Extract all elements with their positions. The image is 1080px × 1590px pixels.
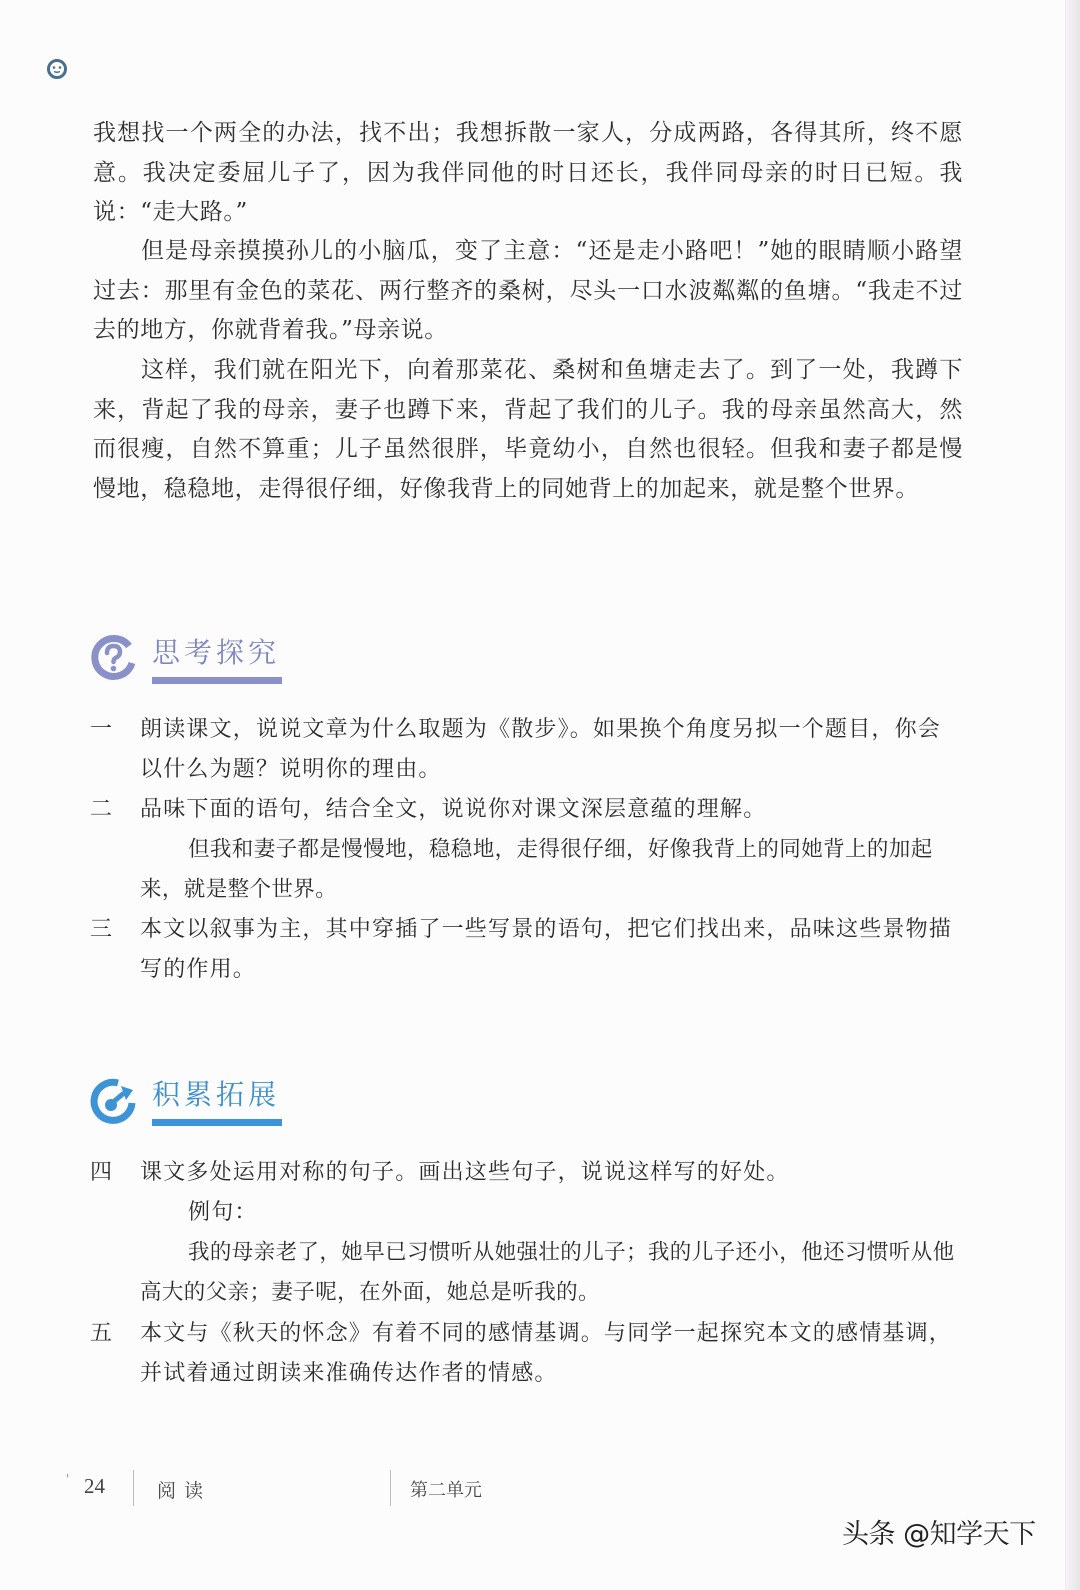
section-title-underline bbox=[152, 1119, 282, 1126]
question-text: 品味下面的语句，结合全文，说说你对课文深层意蕴的理解。 bbox=[140, 797, 767, 822]
question-3 bbox=[90, 910, 960, 990]
question-number: 一 bbox=[90, 717, 114, 742]
question-2 bbox=[90, 790, 960, 910]
section-title: 积累拓展 bbox=[152, 1077, 281, 1111]
question-text: 本文与《秋天的怀念》有着不同的感情基调。与同学一起探究本文的感情基调，并试着通过朗读来准确传达作者的情感。 bbox=[140, 1321, 953, 1386]
footer-unit-label: 第二单元 bbox=[410, 1480, 482, 1501]
footer-divider bbox=[390, 1470, 391, 1506]
question-text: 朗读课文，说说文章为什么取题为《散步》。如果换个角度另拟一个题目，你会以什么为题？说明你的理由。 bbox=[140, 717, 942, 782]
question-circle-icon bbox=[88, 633, 138, 683]
question-1 bbox=[90, 710, 960, 790]
question-number: 三 bbox=[90, 917, 114, 942]
footer-section-label: 阅读 bbox=[157, 1480, 212, 1502]
smiley-icon bbox=[46, 58, 68, 80]
margin-mark: ' bbox=[66, 1472, 70, 1486]
question-text: 本文以叙事为主，其中穿插了一些写景的语句，把它们找出来，品味这些景物描写的作用。 bbox=[140, 917, 953, 982]
question-4 bbox=[90, 1153, 960, 1313]
page-footer bbox=[0, 1470, 1080, 1510]
passage-paragraph-2: 但是母亲摸摸孙儿的小脑瓜，变了主意：“还是走小路吧！”她的眼睛顺小路望过去：那里有金色的菜花、两行整齐的桑树，尽头一口水波粼粼的鱼塘。“我走不过去的地方，你就背着我。”母亲说。 bbox=[93, 238, 963, 343]
quoted-sentence: 但我和妻子都是慢慢地，稳稳地，走得很仔细，好像我背上的同她背上的加起来，就是整个世界。 bbox=[140, 837, 933, 902]
section-header-accumulate-expand bbox=[88, 1070, 282, 1130]
question-number: 五 bbox=[90, 1321, 114, 1346]
section-title-underline bbox=[152, 677, 282, 684]
question-number: 二 bbox=[90, 797, 114, 822]
page-number: 24 bbox=[84, 1474, 105, 1498]
refresh-arrow-icon bbox=[88, 1075, 138, 1125]
question-5 bbox=[90, 1314, 960, 1394]
question-number: 四 bbox=[90, 1160, 114, 1185]
watermark: 头条 @知学天下 bbox=[842, 1519, 1036, 1550]
footer-divider bbox=[133, 1470, 134, 1506]
passage-paragraph-1: 我想找一个两全的办法，找不出；我想拆散一家人，分成两路，各得其所，终不愿意。我决定委屈儿子了，因为我伴同他的时日还长，我伴同母亲的时日已短。我说：“走大路。” bbox=[93, 120, 963, 225]
example-label: 例句： bbox=[188, 1200, 258, 1225]
page-edge-shadow bbox=[1065, 0, 1080, 1590]
section-title: 思考探究 bbox=[152, 635, 281, 669]
section-header-think-explore bbox=[88, 628, 282, 688]
passage-paragraph-3: 这样，我们就在阳光下，向着那菜花、桑树和鱼塘走去了。到了一处，我蹲下来，背起了我的母亲，妻子也蹲下来，背起了我们的儿子。我的母亲虽然高大，然而很瘦，自然不算重；儿子虽然很胖，毕竟幼小，自然也很轻。但我和妻子都是慢慢地，稳稳地，走得很仔细，好像我背上的同她背上的加起来，就是整个世界。 bbox=[93, 357, 963, 502]
example-sentence: 我的母亲老了，她早已习惯听从她强壮的儿子；我的儿子还小，他还习惯听从他高大的父亲；妻子呢，在外面，她总是听我的。 bbox=[140, 1240, 955, 1305]
question-text: 课文多处运用对称的句子。画出这些句子，说说这样写的好处。 bbox=[140, 1160, 790, 1185]
